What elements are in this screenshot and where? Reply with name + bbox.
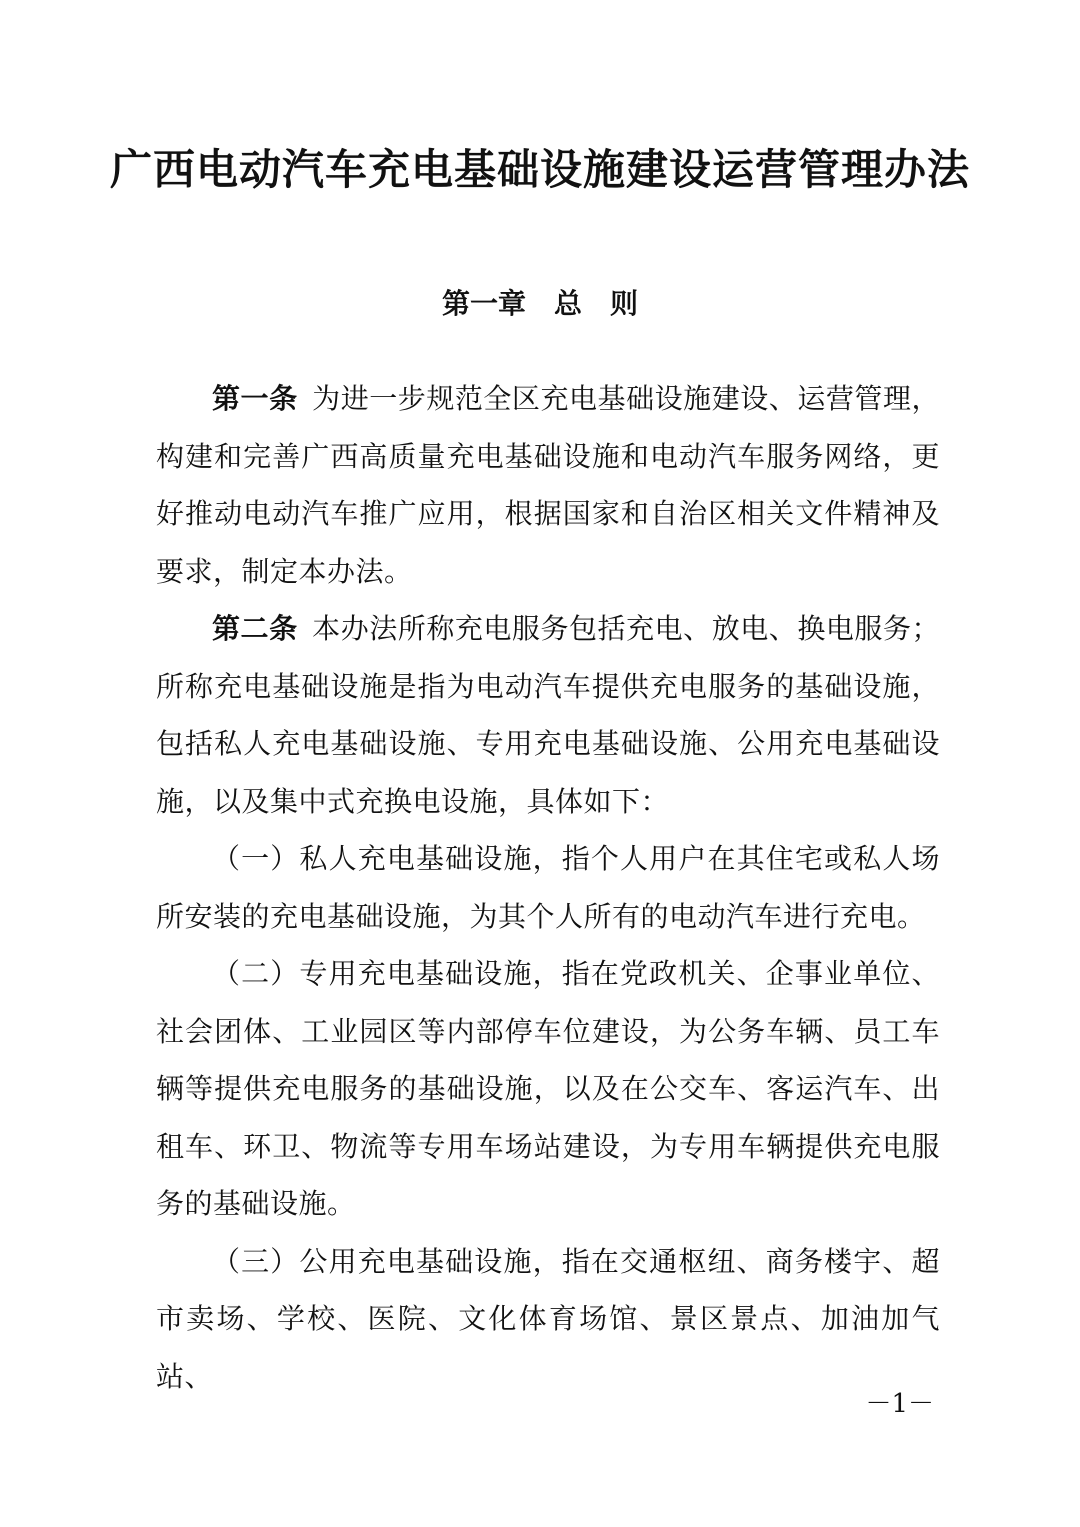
clause-3-paragraph: （三）公用充电基础设施，指在交通枢纽、商务楼宇、超市卖场、学校、医院、文化体育场馆、景区景点、加油加气站、 [156, 1244, 940, 1393]
article-label: 第一条 [212, 382, 298, 415]
paragraph-text: 为进一步规范全区充电基础设施建设、运营管理，构建和完善广西高质量充电基础设施和电动汽车服务网络，更好推动电动汽车推广应用，根据国家和自治区相关文件精神及要求，制定本办法。 [156, 382, 940, 588]
clause-2-paragraph: （二）专用充电基础设施，指在党政机关、企事业单位、社会团体、工业园区等内部停车位建设，为公务车辆、员工车辆等提供充电服务的基础设施，以及在公交车、客运汽车、出租车、环卫、物流等专用车场站建设，为专用车辆提供充电服务的基础设施。 [156, 957, 940, 1220]
chapter-heading: 第一章 总 则 [441, 287, 638, 320]
document-body [156, 370, 940, 1405]
article-1-paragraph [156, 370, 940, 600]
article-label: 第二条 [212, 612, 298, 645]
document-title: 广西电动汽车充电基础设施建设运营管理办法 [109, 145, 970, 194]
page-number: －1－ [865, 1389, 934, 1419]
paragraph-text: 本办法所称充电服务包括充电、放电、换电服务；所称充电基础设施是指为电动汽车提供充电服务的基础设施，包括私人充电基础设施、专用充电基础设施、公用充电基础设施，以及集中式充换电设施，具体如下： [156, 612, 940, 818]
article-2-paragraph [156, 600, 940, 830]
clause-1-paragraph: （一）私人充电基础设施，指个人用户在其住宅或私人场所安装的充电基础设施，为其个人所有的电动汽车进行充电。 [156, 842, 940, 933]
